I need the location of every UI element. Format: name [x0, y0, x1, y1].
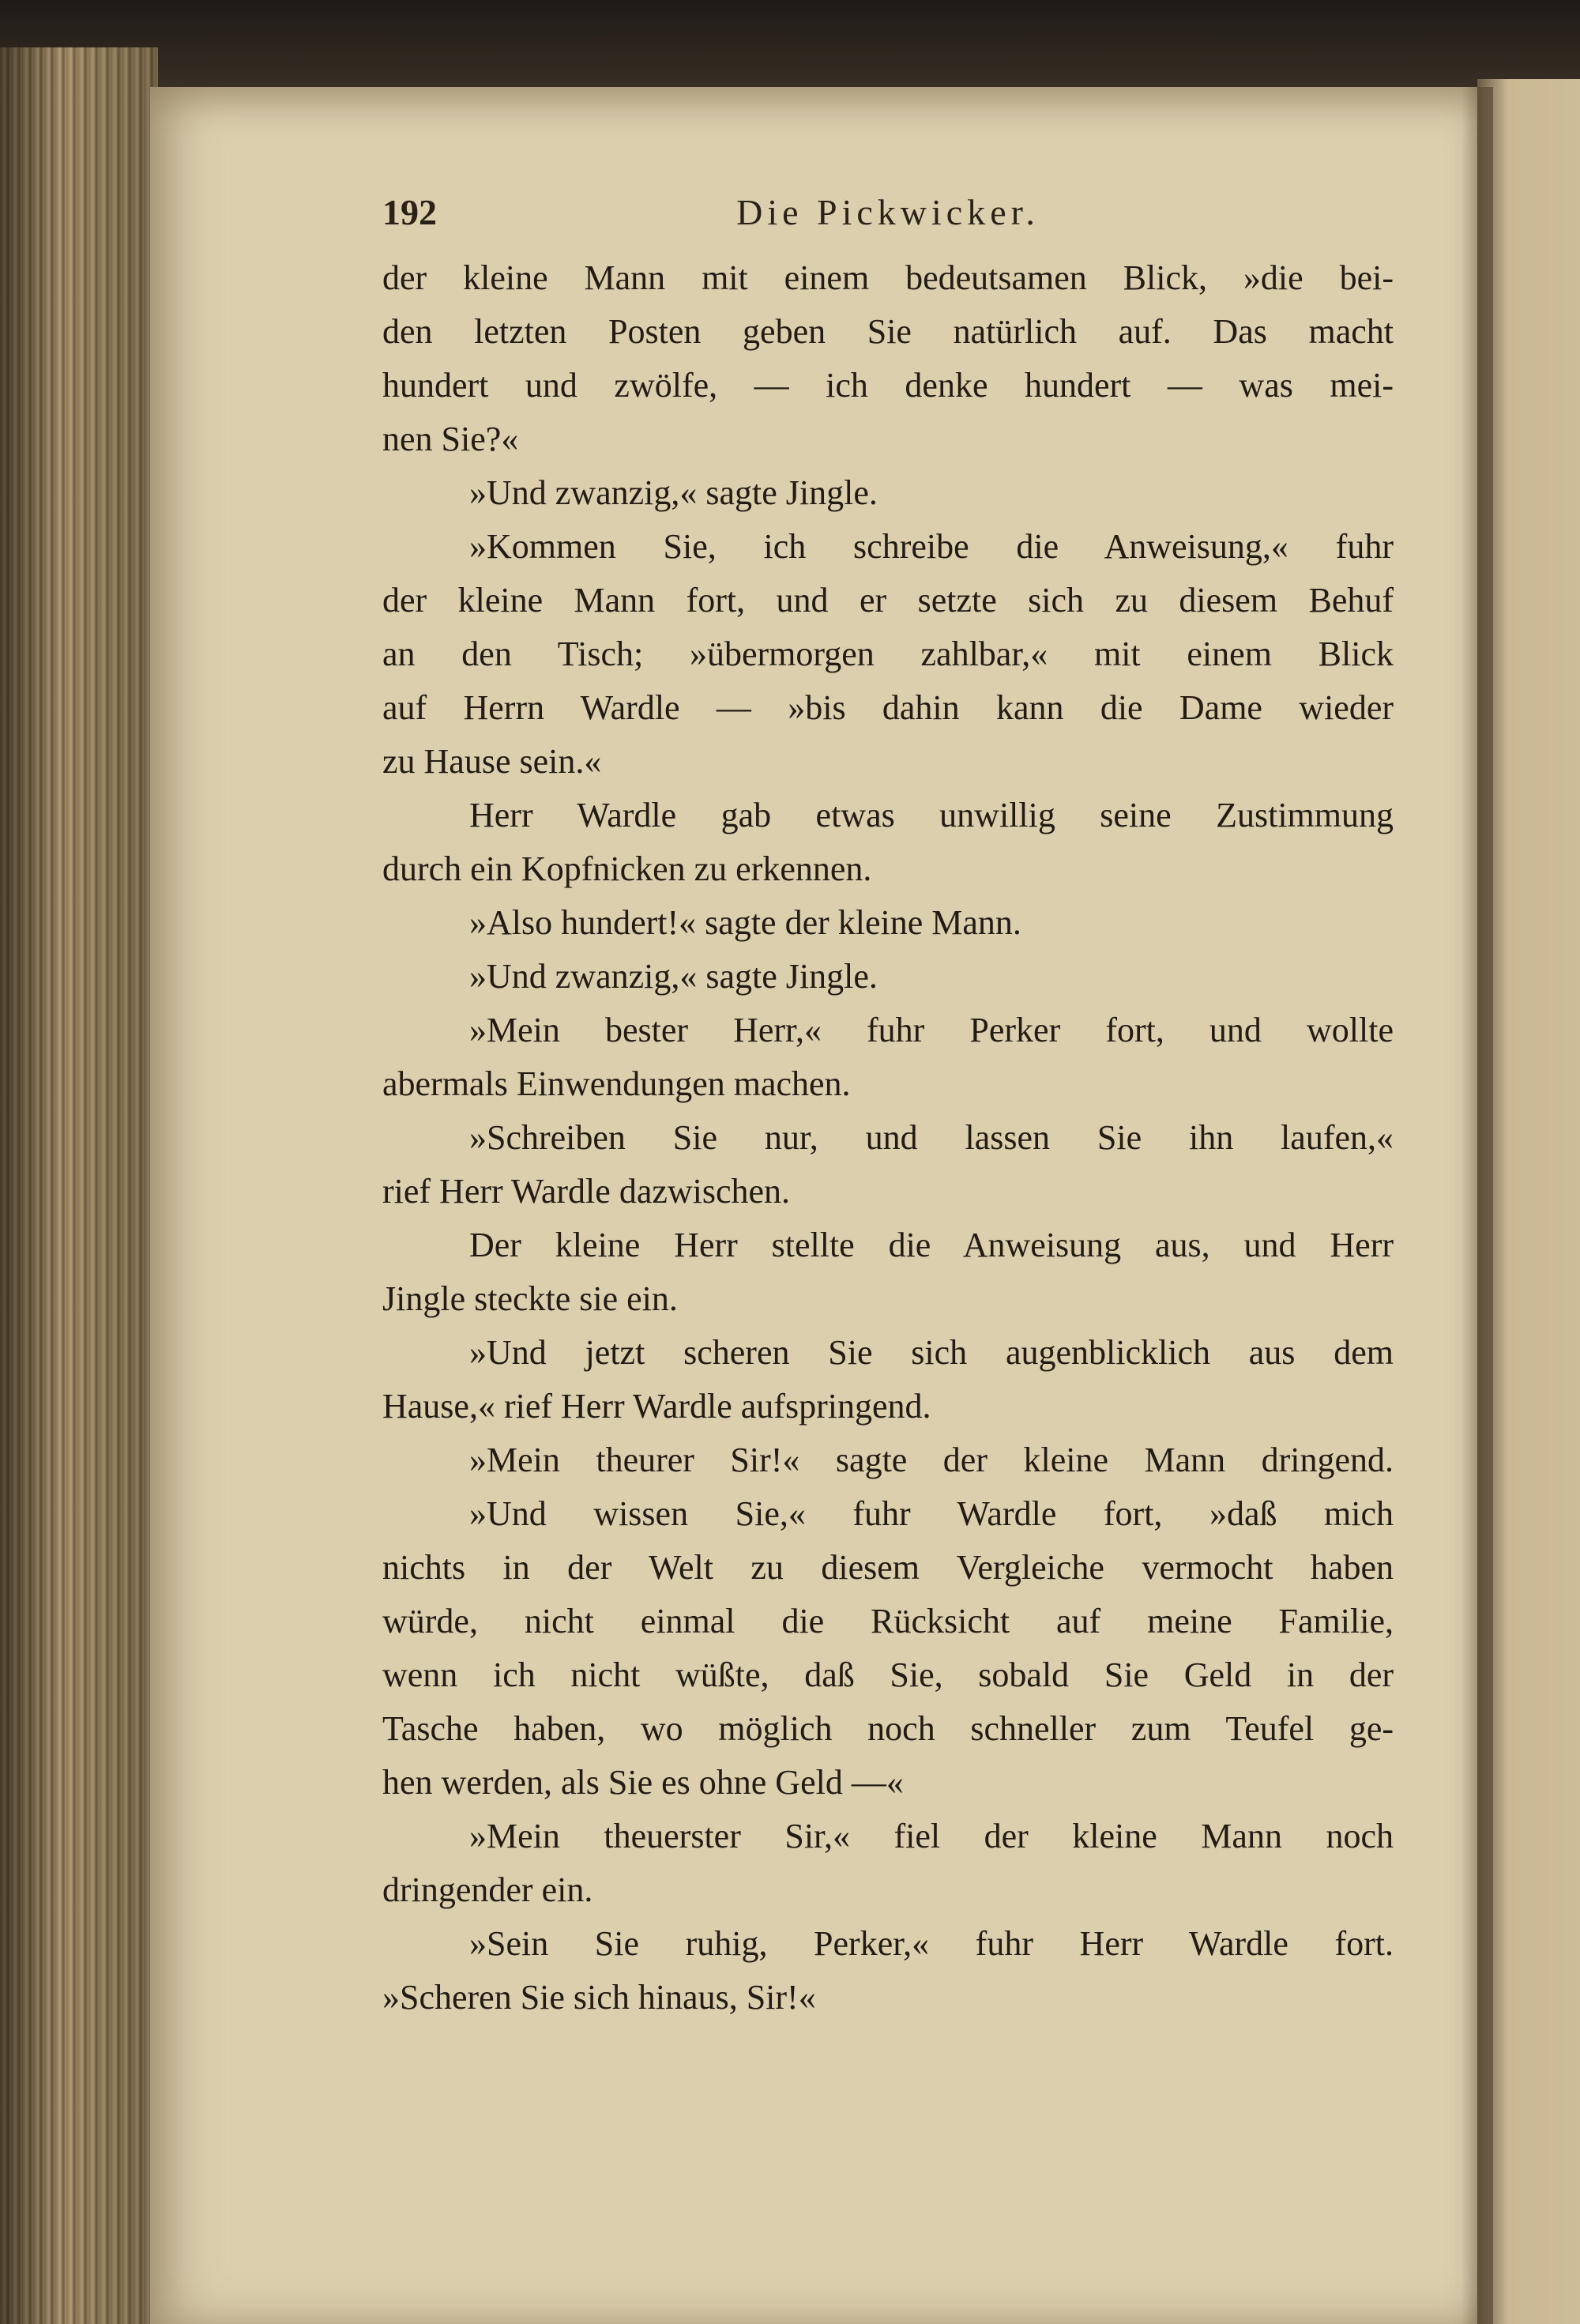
- text-line: dringender ein.: [382, 1870, 593, 1909]
- text-line: abermals Einwendungen machen.: [382, 1064, 851, 1103]
- text-line: nen Sie?«: [382, 420, 519, 458]
- text-line: »Sein Sie ruhig, Perker,« fuhr Herr Wardle fort.: [469, 1924, 1394, 1963]
- text-line: Der kleine Herr stellte die Anweisung aus, und Herr: [469, 1226, 1394, 1264]
- text-line: »Und jetzt scheren Sie sich augenblicklich aus dem: [469, 1333, 1394, 1372]
- text-line: Herr Wardle gab etwas unwillig seine Zustimmung: [469, 796, 1394, 834]
- page-number: 192: [382, 192, 437, 232]
- book-edge-shadow: [0, 47, 158, 2324]
- text-line: den letzten Posten geben Sie natürlich auf. Das macht: [382, 312, 1394, 351]
- text-line: der kleine Mann fort, und er setzte sich zu diesem Behuf: [382, 581, 1394, 620]
- text-line: an den Tisch; »übermorgen zahlbar,« mit einem Blick: [382, 635, 1394, 673]
- running-title: Die Pickwicker.: [736, 192, 1040, 232]
- book-top-edge: [0, 0, 1580, 95]
- page-header: [382, 191, 1394, 239]
- text-line: der kleine Mann mit einem bedeutsamen Blick, »die bei-: [382, 258, 1394, 297]
- body-text: [382, 251, 1394, 2025]
- text-line: wenn ich nicht wüßte, daß Sie, sobald Sie Geld in der: [382, 1655, 1394, 1694]
- text-line: rief Herr Wardle dazwischen.: [382, 1172, 791, 1211]
- text-line: »Schreiben Sie nur, und lassen Sie ihn laufen,«: [469, 1118, 1394, 1157]
- text-line: würde, nicht einmal die Rücksicht auf meine Familie,: [382, 1602, 1394, 1640]
- text-line: Hause,« rief Herr Wardle aufspringend.: [382, 1387, 931, 1426]
- text-line: »Und zwanzig,« sagte Jingle.: [469, 957, 878, 996]
- text-line: »Und wissen Sie,« fuhr Wardle fort, »daß mich: [469, 1494, 1394, 1533]
- text-line: nichts in der Welt zu diesem Vergleiche vermocht haben: [382, 1548, 1394, 1587]
- text-line: »Kommen Sie, ich schreibe die Anweisung,« fuhr: [469, 527, 1394, 566]
- text-line: hen werden, als Sie es ohne Geld —«: [382, 1763, 904, 1802]
- text-line: hundert und zwölfe, — ich denke hundert — was mei-: [382, 366, 1394, 405]
- spine-shadow: [1462, 87, 1493, 2324]
- text-line: »Mein bester Herr,« fuhr Perker fort, und wollte: [469, 1011, 1394, 1049]
- text-line: »Also hundert!« sagte der kleine Mann.: [469, 903, 1021, 942]
- text-line: »Scheren Sie sich hinaus, Sir!«: [382, 1978, 816, 2017]
- text-line: Jingle steckte sie ein.: [382, 1279, 678, 1318]
- text-line: »Mein theuerster Sir,« fiel der kleine Mann noch: [469, 1817, 1394, 1855]
- text-line: »Mein theurer Sir!« sagte der kleine Mann dringend.: [469, 1441, 1394, 1479]
- text-line: durch ein Kopfnicken zu erkennen.: [382, 849, 872, 888]
- text-line: »Und zwanzig,« sagte Jingle.: [469, 473, 878, 512]
- text-line: zu Hause sein.«: [382, 742, 602, 781]
- text-line: auf Herrn Wardle — »bis dahin kann die Dame wieder: [382, 688, 1394, 727]
- text-line: Tasche haben, wo möglich noch schneller zum Teufel ge-: [382, 1709, 1394, 1748]
